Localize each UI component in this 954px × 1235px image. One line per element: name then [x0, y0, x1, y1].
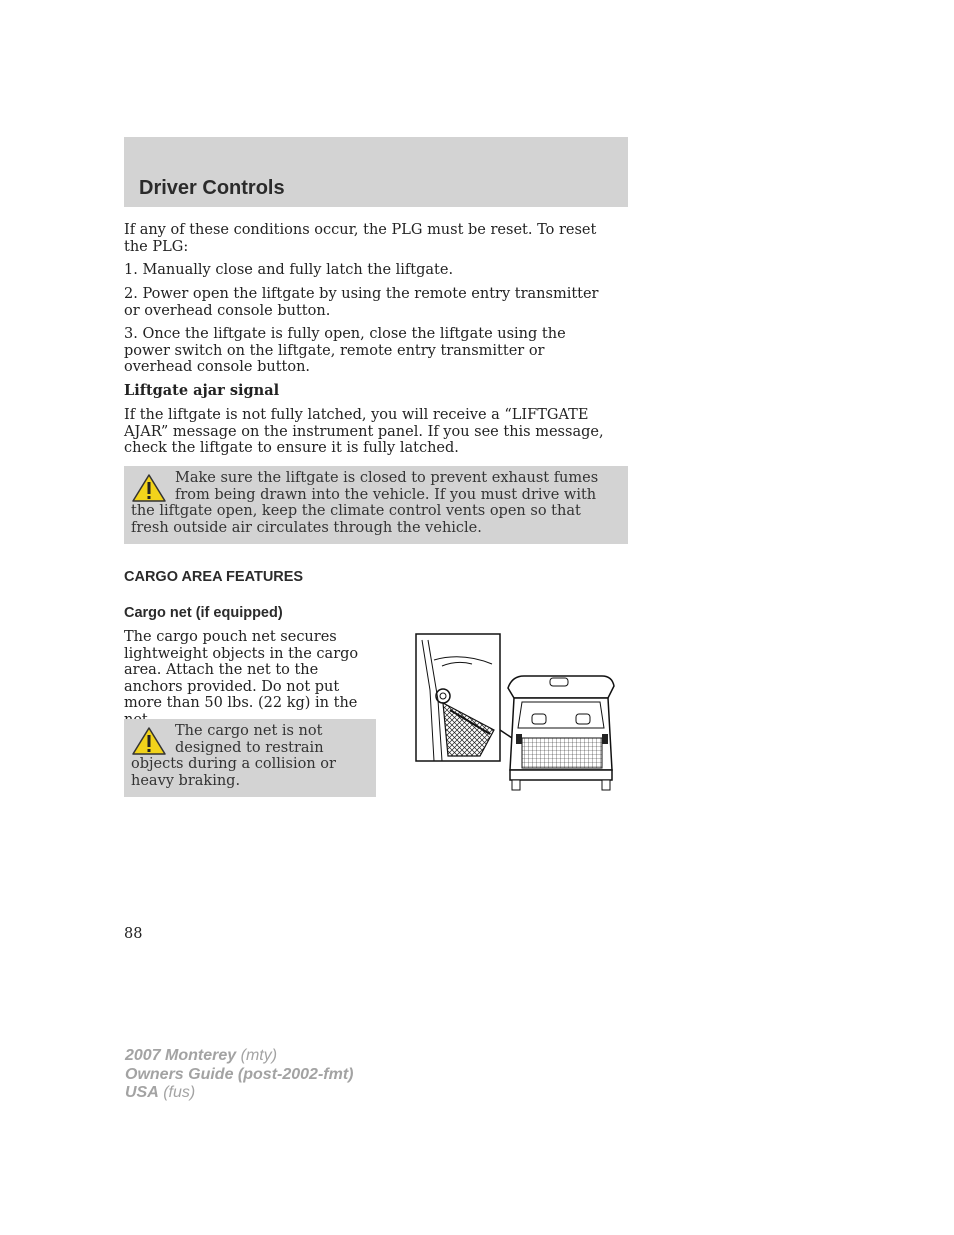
warning-text-cargo-net: The cargo net is not designed to restrain objects during a collision or heavy braking.: [131, 723, 336, 789]
page-number: 88: [124, 926, 143, 942]
cargo-net-subheading: Cargo net (if equipped): [124, 605, 283, 621]
vehicle-rear-illustration: [508, 676, 614, 790]
document-footer: [125, 1047, 353, 1103]
liftgate-ajar-text: If the liftgate is not fully latched, you will receive a “LIFTGATE AJAR” message on the instrument panel. If you see this message, check the liftgate to ensure it is fully latched.: [124, 407, 604, 457]
liftgate-ajar-heading: Liftgate ajar signal: [124, 382, 280, 399]
footer-region: USA: [125, 1084, 159, 1101]
warning-triangle-icon: [131, 726, 167, 756]
intro-paragraph: If any of these conditions occur, the PLG must be reset. To reset the PLG:: [124, 222, 597, 255]
warning-box-exhaust: [124, 466, 628, 544]
section-title: Driver Controls: [139, 177, 285, 199]
step-1: 1. Manually close and fully latch the liftgate.: [124, 262, 454, 278]
footer-guide: Owners Guide (post-2002-fmt): [125, 1065, 354, 1083]
warning-triangle-icon: [131, 473, 167, 503]
cargo-net-text: The cargo pouch net secures lightweight objects in the cargo area. Attach the net to the anchors provided. Do not put more than 50 lbs. (22 kg) in the: [124, 629, 359, 712]
cargo-section-heading: CARGO AREA FEATURES: [124, 569, 304, 585]
footer-region-code: (fus): [158, 1084, 196, 1101]
step-3: 3. Once the liftgate is fully open, close the liftgate using the power switch on the liftgate, remote entry transmitter or overhead console button.: [124, 326, 566, 376]
cargo-net-illustration: [412, 630, 622, 796]
section-header-band: [124, 137, 628, 207]
footer-model-code: (mty): [236, 1047, 278, 1064]
step-2: 2. Power open the liftgate by using the remote entry transmitter or overhead console button.: [124, 286, 599, 319]
footer-model: 2007 Monterey: [125, 1047, 237, 1064]
net-anchor-detail: [416, 634, 500, 761]
warning-box-cargo-net: [124, 719, 376, 797]
warning-text-exhaust: Make sure the liftgate is closed to prevent exhaust fumes from being drawn into the vehicle. If you must drive with the liftgate open, keep the climate control vents open so that fresh outside air circulates through the vehicle.: [131, 470, 599, 536]
